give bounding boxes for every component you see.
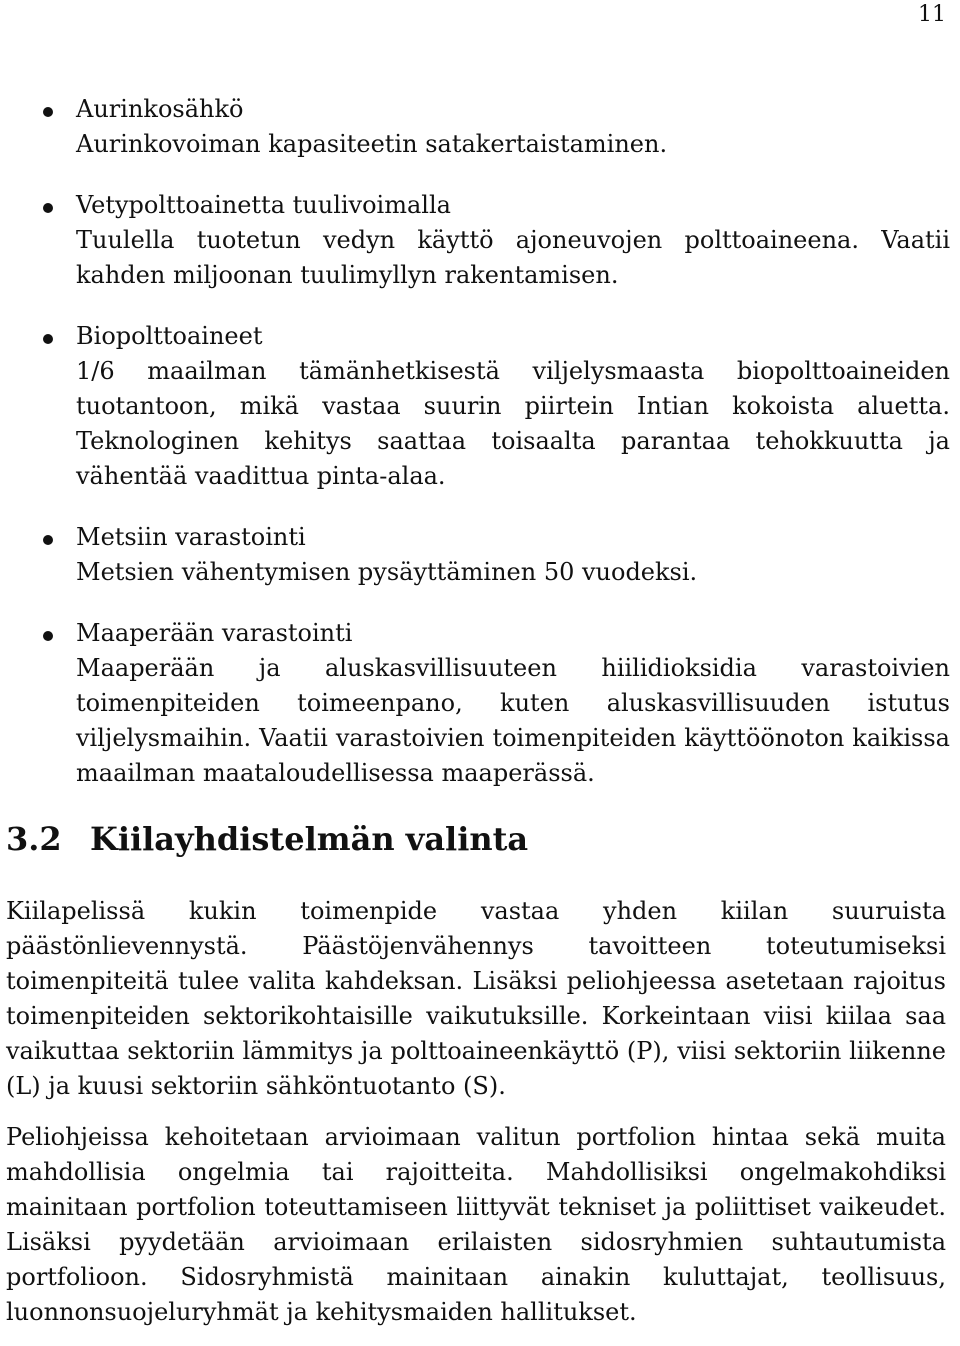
- section-title: Kiilayhdistelmän valinta: [90, 820, 529, 858]
- paragraph: Peliohjeissa kehoitetaan arvioimaan valitun portfolion hintaa sekä muita mahdollisia ongelmia tai rajoitteita. Mahdollisiksi ongelmakohdiksi mainitaan portfolion toteuttamiseen liittyvät tekniset ja poliittiset vaikeudet. Lisäksi pyydetään arvioimaan erilaisten sidosryhmien suhtautumista portfolioon. Sidosryhmistä mainitaan ainakin kuluttajat, teollisuus, luonnonsuojeluryhmät ja kehitysmaiden hallitukset.: [6, 1123, 946, 1326]
- list-item: [0, 616, 960, 791]
- section-number: 3.2: [6, 820, 62, 858]
- body-text: [6, 894, 946, 1346]
- bullet-text: Metsien vähentymisen pysäyttäminen 50 vuodeksi.: [76, 558, 698, 586]
- paragraph: Kiilapelissä kukin toimenpide vastaa yhden kiilan suuruista päästönlievennystä. Päästöjenvähennys tavoitteen toteutumiseksi toimenpiteitä tulee valita kahdeksan. Lisäksi peliohjeessa asetetaan rajoitus toimenpiteiden sektorikohtaisille vaikutuksille. Korkeintaan viisi kiilaa saa vaikuttaa sektoriin lämmitys ja polttoaineenkäyttö (P), viisi sektoriin liikenne (L) ja kuusi sektoriin sähköntuotanto (S).: [6, 897, 946, 1100]
- bullet-dot-icon: [43, 535, 53, 545]
- list-item: [0, 188, 960, 293]
- bullet-dot-icon: [43, 334, 53, 344]
- list-item: [0, 319, 960, 494]
- bullet-dot-icon: [43, 107, 53, 117]
- list-item: [0, 92, 960, 162]
- section-heading: [6, 816, 528, 862]
- bullet-title: Maaperään varastointi: [76, 619, 353, 647]
- bullet-text: Aurinkovoiman kapasiteetin satakertaistaminen.: [76, 130, 668, 158]
- bullet-text: 1/6 maailman tämänhetkisestä viljelysmaasta biopolttoaineiden tuotantoon, mikä vastaa suurin piirtein Intian kokoista aluetta. Teknologinen kehitys saattaa toisaalta parantaa tehokkuutta ja vähentää vaadittua pinta-alaa.: [76, 357, 950, 490]
- bullet-list: [0, 92, 960, 817]
- page-number: 11: [918, 2, 946, 27]
- bullet-title: Metsiin varastointi: [76, 523, 306, 551]
- bullet-dot-icon: [43, 203, 53, 213]
- bullet-dot-icon: [43, 631, 53, 641]
- bullet-text: Maaperään ja aluskasvillisuuteen hiilidioksidia varastoivien toimenpiteiden toimeenpano, kuten aluskasvillisuuden istutus viljelysmaihin. Vaatii varastoivien toimenpiteiden käyttöönoton kaikissa maailman maataloudellisessa maaperässä.: [76, 654, 950, 787]
- list-item: [0, 520, 960, 590]
- bullet-text: Tuulella tuotetun vedyn käyttö ajoneuvojen polttoaineena. Vaatii kahden miljoonan tuulimyllyn rakentamisen.: [76, 226, 950, 289]
- bullet-title: Biopolttoaineet: [76, 322, 263, 350]
- bullet-title: Vetypolttoainetta tuulivoimalla: [76, 191, 451, 219]
- bullet-title: Aurinkosähkö: [76, 95, 244, 123]
